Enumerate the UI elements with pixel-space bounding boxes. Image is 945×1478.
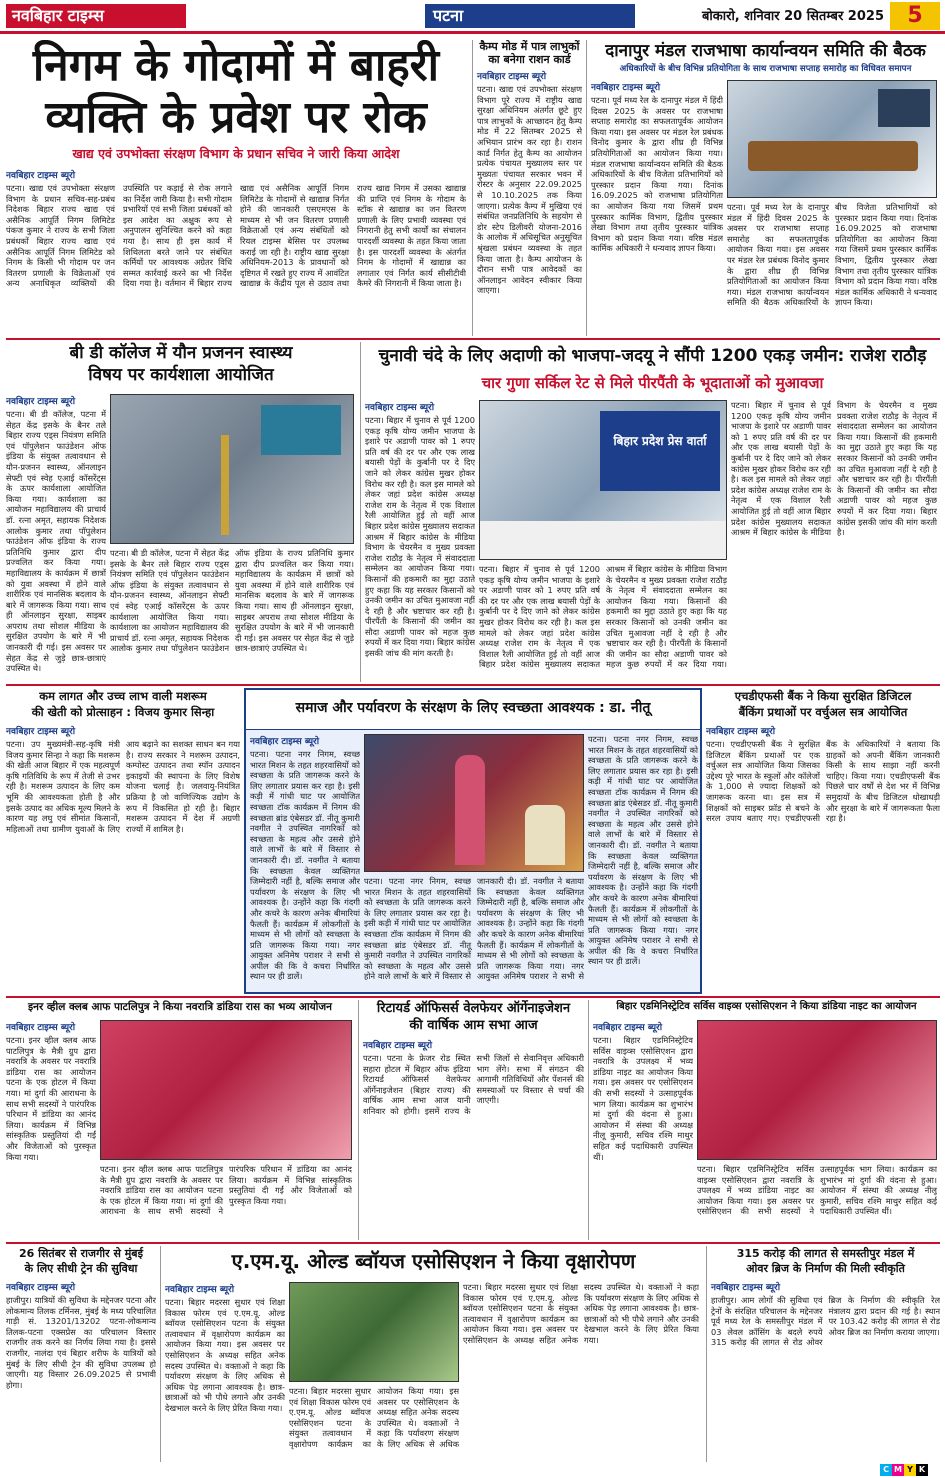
article-godown-body: पटना। खाद्य एवं उपभोक्ता संरक्षण विभाग के प्रधान सचिव-सह-प्रबंध निदेशक बिहार राज्य खाद्य एवं असैनिक आपूर्ति निगम लिमिटेड पंकज कुमार ने राज्य के सभी जिला प्रबंधकों बिहार राज्य खाद्य एवं असैनिक आपूर्ति निगम लिमिटेड को निगम के किसी भी गोदाम पर जन वितरण प्रणाली के विक्रेताओं एवं अन्य अनाधिकृत व्यक्तियों की उपस्थिति पर कड़ाई से रोक लगाने का निर्देश जारी किया है। सभी गोदाम प्रभारियों एवं सभी जिला प्रबंधकों को इस आदेश का अक्षुक रूप से अनुपालन सुनिश्चित करने को कहा गया है। साथ ही इस कार्य में शिथिलता बरते जाने पर संबंधित कर्मियों पर आवश्यक अग्रेतर विधि सम्मत कार्रवाई करने का भी निर्देश दिया गया है। वर्तमान में बिहार राज्य खाद्य एवं असैनिक आपूर्ति निगम लिमिटेड के गोदामों से खाद्यान्न निर्गत होने की जानकारी एसएमएस के माध्यम से भी जन वितरण प्रणाली विक्रेताओं एवं अन्य संबंधितों को रियल टाइम्स बेसिस पर उपलब्ध कराई जा रही है। राष्ट्रीय खाद्य सुरक्षा अधिनियम-2013 के प्रावधानों को दृष्टिगत में रखते हुए राज्य में आवंटित खाद्यान्न के केंद्रीय पूल से उठाव तथा राज्य खाद्य निगम में उसका खाद्यान्न की प्राप्ति एवं निगम के गोदाम के स्टॉक से खाद्यान्न का जन वितरण प्रणाली के लिए प्रभावी व्यवस्था एवं निगरानी हेतु सभी कार्यों का संचालन पारदर्शी व्यवस्था के तहत किया जाता है। इस पारदर्शी व्यवस्था के अंतर्गत निगम के गोदामों में खाद्यान्न का लगातार एवं निर्गत कार्य सीसीटीवी कैमरे की निगरानी में किया जाता है।: [6, 183, 466, 289]
article-adani-land: [360, 342, 940, 682]
bas-dandiya-photo: [697, 1020, 937, 1160]
article-adani-left-col: [365, 400, 475, 680]
article-rajgir-byline: नवबिहार टाइम्स ब्यूरो: [6, 1283, 76, 1293]
article-bas-body: पटना। बिहार एडमिनिस्ट्रेटिव सर्विस वाइव्स एसोसिएशन द्वारा नवरात्रि के उपलक्ष्य में भव्य डांडिया नाइट का आयोजन किया गया। इस अवसर पर एसोसिएशन की सभी सदस्यों ने उत्साहपूर्वक भाग लिया। कार्यक्रम का शुभारंभ मां दुर्गा की वंदना से हुआ। आयोजन में संस्था की अध्यक्ष नीलू कुमारी, सचिव रश्मि माथुर सहित कई पदाधिकारी उपस्थित थीं।: [593, 1035, 693, 1162]
article-adani-body-cont2: पटना। बिहार में चुनाव से पूर्व 1200 एकड़ कृषि योग्य जमीन भाजपा के इशारे पर अडाणी पावर को 1 रुपए प्रति वर्ष की दर पर और एक लाख बयासी पेड़ों के कुर्बानी पर दे दिए जाने को लेकर कांग्रेस मुखर होकर विरोध कर रही है। कल इस मामले को लेकर जहां प्रदेश कांग्रेस अध्यक्ष राजेश राम के नेतृत्व में एक विशाल रैली आयोजित हुई तो वहीं आज बिहार प्रदेश कांग्रेस मुख्यालय सदाकत आश्रम में बिहार कांग्रेस के मीडिया विभाग के चेयरमैन व मुख्य प्रवक्ता राजेश राठौड़ के नेतृत्व में संवाददाता सम्मेलन का आयोजन किया गया। किसानों की हकमारी का मुद्दा उठाते हुए कहा कि यह सरकार किसानों को उनकी जमीन का उचित मुआवजा नहीं दे रही है और भ्रष्टाचार कर रही है। पीरपैंती के किसानों की जमीन का सौदा अडाणी पावर को महज कुछ रुपयों में कर दिया गया। बिहार कांग्रेस इसकी जांच की मांग करती है।: [731, 400, 937, 538]
amu-plantation-photo: [289, 1282, 459, 1382]
article-bd-byline: नवबिहार टाइम्स ब्यूरो: [6, 397, 76, 407]
article-retired-headline-2: की वार्षिक आम सभा आज: [409, 1018, 538, 1033]
cmyk-registration-marks: [880, 1464, 940, 1476]
article-godown-headline-1: निगम के गोदामों में बाहरी: [32, 40, 440, 91]
article-godown-byline: नवबिहार टाइम्स ब्यूरो: [6, 171, 76, 181]
article-bd-body: पटना। बी डी कॉलेज, पटना में सेहत केंद्र इसके के बैनर तले बिहार राज्य एड्स नियंत्रण समिति एवं पॉपुलेशन फाउंडेशन ऑफ इंडिया के संयुक्त तत्वावधान से यौन-प्रजनन स्वास्थ्य, ऑनलाइन सेफ्टी एवं स्वेह एआई कॉसरेंट्स के ऊपर कार्यशाला आयोजित किया गया। कार्यशाला का आयोजन महाविद्यालय की प्राचार्य डॉ. रत्ना अमृत, सहायक निदेशक आलोक कुमार तथा पॉपुलेशन फाउंडेशन ऑफ इंडिया के राज्य प्रतिनिधि कुमार द्वारा दीप प्रज्वलित कर किया गया। महाविद्यालय के कार्यक्रम में छात्रों को युवा अवस्था में होने वाले शारीरिक एवं मानसिक बदलाव के बारे में जागरूक किया गया। साथ ही ऑनलाइन सुरक्षा, साइबर अपराध तथा सोशल मीडिया के सुरक्षित उपयोग के बारे में भी जानकारी दी गई। इस अवसर पर सेहत केंद्र से जुड़े छात्र-छात्राएं उपस्थित थे।: [6, 409, 106, 674]
article-danapur-headline: दानापुर मंडल राजभाषा कार्यान्वयन समिति की बैठक: [605, 41, 926, 61]
article-ration-body: पटना। खाद्य एवं उपभोक्ता संरक्षण विभाग पूरे राज्य में राष्ट्रीय खाद्य सुरक्षा अधिनियम अंतर्गत छूटे हुए पात्र लाभुकों के आच्छादन हेतु कैम्प मोड में 22 सितम्बर 2025 से अभियान प्रारंभ कर रहा है। राशन कार्ड निर्गत हेतु कैम्प का आयोजन प्रत्येक पंचायत मुख्यालय स्तर पर मुख्यतः पंचायत सरकार भवन में रोस्टर के अनुसार 22.09.2025 से 10.10.2025 तक किया जाएगा। प्रत्येक कैम्प में मुखिया एवं संबंधित जनप्रतिनिधि के सहयोग से डोर स्टेप डिलीवरी योजना-2016 के आलोक में अधिसूचित अनुसूचित श्रृंखला प्रबंधन व्यवस्था के तहत किया जाता है। कैम्प आयोजन के दौरान सभी पात्र आवेदकों का ऑनलाइन आवेदन स्वीकार किया जाएगा।: [477, 84, 582, 296]
article-cleanliness-byline: नवबिहार टाइम्स ब्यूरो: [250, 737, 320, 747]
article-cleanliness-body-cont: पटना। पटना नगर निगम, स्वच्छ भारत मिशन के तहत शहरवासियों को स्वच्छता के प्रति जागरूक करने के लिए लगातार प्रयास कर रहा है। इसी कड़ी में गांधी घाट पर आयोजित स्वच्छता टॉक कार्यक्रम में निगम की स्वच्छता ब्रांड एंबेसडर डॉ. नीतू कुमारी नवगीत ने उपस्थित नागरिकों को स्वच्छता के महत्व और उससे होने वाले लाभों के बारे में विस्तार से जानकारी दी। डॉ. नवगीत ने बताया कि स्वच्छता केवल व्यक्तिगत जिम्मेदारी नहीं है, बल्कि समाज और पर्यावरण के संरक्षण के लिए भी आवश्यक है। उन्होंने कहा कि गंदगी और कचरे के कारण अनेक बीमारियां फैलती हैं। कार्यक्रम में लोकगीतों के माध्यम से भी लोगों को स्वच्छता के प्रति जागरूक किया गया। नगर आयुक्त अनिमेष पराशर ने सभी से: [364, 876, 584, 982]
black-swatch: K: [916, 1464, 928, 1476]
meeting-table-shape: [748, 141, 918, 171]
article-bas-wives: [588, 1000, 940, 1240]
article-godown-headline-2: व्यक्ति के प्रवेश पर रोक: [45, 92, 427, 143]
edition-date: बोकारो, शनिवार 20 सितम्बर 2025: [701, 9, 884, 24]
article-cleanliness-headline: समाज और पर्यावरण के संरक्षण के लिए स्वच्छता आवश्यक : डा. नीतू: [246, 690, 700, 730]
article-amu-body-bottom: [289, 1386, 459, 1460]
article-bas-body-cont: पटना। बिहार एडमिनिस्ट्रेटिव सर्विस वाइव्स एसोसिएशन द्वारा नवरात्रि के उपलक्ष्य में भव्य डांडिया नाइट का आयोजन किया गया। इस अवसर पर एसोसिएशन की सभी सदस्यों ने उत्साहपूर्वक भाग लिया। कार्यक्रम का शुभारंभ मां दुर्गा की वंदना से हुआ। आयोजन में संस्था की अध्यक्ष नीलू कुमारी, सचिव रश्मि माथुर सहित कई पदाधिकारी उपस्थित थीं।: [697, 1164, 937, 1217]
article-rob-byline: नवबिहार टाइम्स ब्यूरो: [711, 1283, 781, 1293]
section-divider-3: [6, 996, 940, 998]
article-hdfc-headline-1: एचडीएफसी बैंक ने किया सुरक्षित डिजिटल: [734, 689, 912, 703]
article-hdfc: [706, 688, 940, 994]
article-mushroom: [6, 688, 240, 994]
article-adani-subhead: चार गुणा सर्किल रेट से मिले पीरपैंती के भूदाताओं को मुआवजा: [481, 374, 824, 392]
article-hdfc-byline: नवबिहार टाइम्स ब्यूरो: [706, 727, 776, 737]
press-table-shape: [480, 521, 727, 560]
article-amu: [160, 1246, 702, 1462]
adani-press-photo: [479, 400, 727, 560]
yellow-swatch: Y: [904, 1464, 916, 1476]
article-danapur-body-left: पटना। पूर्व मध्य रेल के दानापुर मंडल में हिंदी दिवस 2025 के अवसर पर राजभाषा सप्ताह समारोह का सफलतापूर्वक आयोजन किया गया। इस अवसर पर मंडल रेल प्रबंधक विनोद कुमार के द्वारा शीघ्र ही विभिन्न प्रतियोगिताओं का आयोजन किया गया। मंडल राजभाषा कार्यान्वयन समिति की बैठक अधिकारियों के बीच विजेता प्रतिभागियों को पुरस्कार प्रदान किया गया। दिनांक 16.09.2025 को राजभाषा प्रतियोगिता का आयोजन किया गया जिसमें प्रथम पुरस्कार कार्मिक विभाग, द्वितीय पुरस्कार लेखा विभाग तथा तृतीय पुरस्कार यांत्रिक विभाग को प्रदान किया गया। वरिष्ठ मंडल कार्मिक अधिकारी ने धन्यवाद ज्ञापन किया।: [591, 95, 723, 254]
bd-college-photo: [110, 394, 354, 544]
section-divider-4: [6, 1242, 940, 1244]
article-cleanliness: [244, 688, 702, 994]
article-bd-body-bottom: [110, 548, 354, 680]
article-bas-body-bottom: [697, 1164, 937, 1238]
article-amu-body: पटना। बिहार मदरसा सुधार एवं शिक्षा विकास फोरम एवं ए.एम.यू. ओल्ड ब्वॉयज एसोसिएशन पटना के संयुक्त तत्वावधान में वृक्षारोपण कार्यक्रम का आयोजन किया गया। इस अवसर पर एसोसिएशन के अध्यक्ष सहित अनेक सदस्य उपस्थित थे। वक्ताओं ने कहा कि पर्यावरण संरक्षण के लिए अधिक से अधिक पेड़ लगाना आवश्यक है। छात्र-छात्राओं को भी पौधे लगाने और उनकी देखभाल करने के लिए प्रेरित किया गया।: [165, 1297, 285, 1413]
article-rajgir-train: [6, 1246, 156, 1462]
article-amu-left-col: [165, 1282, 285, 1460]
article-adani-body-cont: पटना। बिहार में चुनाव से पूर्व 1200 एकड़ कृषि योग्य जमीन भाजपा के इशारे पर अडाणी पावर को 1 रुपए प्रति वर्ष की दर पर और एक लाख बयासी पेड़ों के कुर्बानी पर दे दिए जाने को लेकर कांग्रेस मुखर होकर विरोध कर रही है। कल इस मामले को लेकर जहां प्रदेश कांग्रेस अध्यक्ष राजेश राम के नेतृत्व में एक विशाल रैली आयोजित हुई तो वहीं आज बिहार प्रदेश कांग्रेस मुख्यालय सदाकत आश्रम में बिहार कांग्रेस के मीडिया विभाग के चेयरमैन व मुख्य प्रवक्ता राजेश राठौड़ के नेतृत्व में संवाददाता सम्मेलन का आयोजन किया गया। किसानों की हकमारी का मुद्दा उठाते हुए कहा कि यह सरकार किसानों को उनकी जमीन का उचित मुआवजा नहीं दे रही है और भ्रष्टाचार कर रही है। पीरपैंती के किसानों की जमीन का सौदा अडाणी पावर को महज कुछ रुपयों में कर दिया गया।: [479, 564, 727, 670]
article-bd-body-cont: पटना। बी डी कॉलेज, पटना में सेहत केंद्र इसके के बैनर तले बिहार राज्य एड्स नियंत्रण समिति एवं पॉपुलेशन फाउंडेशन ऑफ इंडिया के संयुक्त तत्वावधान से यौन-प्रजनन स्वास्थ्य, ऑनलाइन सेफ्टी एवं स्वेह एआई कॉसरेंट्स के ऊपर कार्यशाला आयोजित किया गया। कार्यशाला का आयोजन महाविद्यालय की प्राचार्य डॉ. रत्ना अमृत, सहायक निदेशक आलोक कुमार तथा पॉपुलेशन फाउंडेशन ऑफ इंडिया के राज्य प्रतिनिधि कुमार द्वारा दीप प्रज्वलित कर किया गया। महाविद्यालय के कार्यक्रम में छात्रों को युवा अवस्था में होने वाले शारीरिक एवं मानसिक बदलाव के बारे में जागरूक किया गया। साथ ही ऑनलाइन सुरक्षा, साइबर अपराध तथा सोशल मीडिया के सुरक्षित उपयोग के बारे में भी जानकारी दी गई। इस अवसर पर सेहत केंद्र से जुड़े छात्र-छात्राएं उपस्थित थे।: [110, 548, 354, 654]
article-danapur-subhead: अधिकारियों के बीच विभिन्न प्रतियोगिता के साथ राजभाषा सप्ताह समारोह का विधिवत समापन: [619, 64, 912, 74]
screen-shape: [878, 89, 930, 127]
article-retired-officers: [358, 1000, 584, 1240]
article-cleanliness-body-bottom: [364, 876, 584, 992]
article-bd-headline-2: विषय पर कार्यशाला आयोजित: [88, 365, 274, 385]
article-rajgir-headline-1: 26 सितंबर से राजगीर से मुंबई: [19, 1247, 143, 1260]
edition-city: पटना: [425, 4, 635, 28]
article-rajgir-headline-2: के लिए सीधी ट्रेन की सुविधा: [24, 1262, 138, 1275]
article-ration-card: [472, 40, 582, 336]
article-inner-wheel-left-col: [6, 1020, 96, 1238]
magenta-swatch: M: [892, 1464, 904, 1476]
article-adani-body: पटना। बिहार में चुनाव से पूर्व 1200 एकड़ कृषि योग्य जमीन भाजपा के इशारे पर अडाणी पावर को 1 रुपए प्रति वर्ष की दर पर और एक लाख बयासी पेड़ों के कुर्बानी पर दे दिए जाने को लेकर कांग्रेस मुखर होकर विरोध कर रही है। कल इस मामले को लेकर जहां प्रदेश कांग्रेस अध्यक्ष राजेश राम के नेतृत्व में एक विशाल रैली आयोजित हुई तो वहीं आज बिहार प्रदेश कांग्रेस मुख्यालय सदाकत आश्रम में बिहार कांग्रेस के मीडिया विभाग के चेयरमैन व मुख्य प्रवक्ता राजेश राठौड़ के नेतृत्व में संवाददाता सम्मेलन का आयोजन किया गया। किसानों की हकमारी का मुद्दा उठाते हुए कहा कि यह सरकार किसानों को उनकी जमीन का उचित मुआवजा नहीं दे रही है और भ्रष्टाचार कर रही है। पीरपैंती के किसानों की जमीन का सौदा अडाणी पावर को महज कुछ रुपयों में कर दिया गया। बिहार कांग्रेस इसकी जांच की मांग करती है।: [365, 415, 475, 659]
masthead: [0, 0, 945, 34]
article-retired-byline: नवबिहार टाइम्स ब्यूरो: [363, 1041, 433, 1051]
cyan-swatch: C: [880, 1464, 892, 1476]
article-amu-headline: ए.एम.यू. ओल्ड ब्वॉयज एसोसिएशन ने किया वृक्षारोपण: [231, 1249, 636, 1273]
article-danapur-body-bottom: [727, 202, 937, 334]
article-rajgir-body: हाजीपुर। यात्रियों की सुविधा के मद्देनजर पटना और लोकमान्य तिलक टर्मिनस, मुंबई के मध्य परिचालित गाड़ी सं. 13201/13202 पटना-लोकमान्य तिलक-पटना एक्सप्रेस का परिचालन विस्तार राजगीर तक करने का निर्णय लिया गया है। इससे राजगीर, नालंदा एवं बिहार शरीफ के यात्रियों को मुंबई के लिए सीधी ट्रेन की सुविधा उपलब्ध हो जाएगी। यह विस्तार 26.09.2025 से प्रभावी होगा।: [6, 1295, 156, 1390]
article-inner-wheel-headline: इनर व्हील क्लब आफ पाटलिपुत्र ने किया नवरात्रि डांडिया रास का भव्य आयोजन: [27, 1001, 333, 1013]
page-number: 5: [890, 2, 940, 30]
article-rob-headline-1: 315 करोड़ की लागत से समस्तीपुर मंडल में: [736, 1247, 915, 1260]
article-amu-body-right: [463, 1282, 699, 1460]
article-bd-left-col: [6, 394, 106, 682]
section-divider-1: [6, 338, 940, 340]
article-godown: [6, 40, 466, 336]
article-mushroom-body: पटना। उप मुख्यमंत्री-सह-कृषि मंत्री विजय कुमार सिन्हा ने कहा कि मशरूम की खेती आज बिहार में एक महत्वपूर्ण कृषि गतिविधि के रूप में तेजी से उभर रही है। मशरूम उत्पादन के लिए कम भूमि की आवश्यकता होती है और इसके उत्पाद का अधिक मूल्य मिलने के कारण यह लघु एवं सीमांत किसानों, महिलाओं तथा ग्रामीण युवाओं के लिए आय बढ़ाने का सशक्त साधन बन गया है। राज्य सरकार ने मशरूम उत्पादन, कम्पोस्ट उत्पादन तथा स्पॉन उत्पादन इकाइयों की स्थापना के लिए विशेष योजना चलाई है। जलवायु-नियंत्रित प्रक्रिया है जो वाणिज्यिक उद्योग के रूप में विकसित हो रही है। बिहार मशरूम उत्पादन में देश में अग्रणी राज्यों में शामिल है।: [6, 739, 240, 834]
section-divider-2: [6, 684, 940, 686]
article-adani-headline: चुनावी चंदे के लिए अदाणी को भाजपा-जदयू ने सौंपी 1200 एकड़ जमीन: राजेश राठौड़: [378, 346, 927, 366]
article-rob-headline-2: ओवर ब्रिज के निर्माण की मिली स्वीकृति: [746, 1262, 905, 1275]
article-bas-byline: नवबिहार टाइम्स ब्यूरो: [593, 1023, 663, 1033]
article-ration-headline: कैम्प मोड में पात्र लाभुकों का बनेगा राशन कार्ड: [479, 40, 580, 66]
article-danapur-left-col: [591, 80, 723, 334]
cleanliness-stage-photo: [364, 734, 584, 872]
article-inner-wheel: [6, 1000, 354, 1240]
inner-wheel-photo: [100, 1020, 352, 1160]
article-inner-wheel-body-cont: पटना। इनर व्हील क्लब आफ पाटलिपुत्र के मैत्री ग्रुप द्वारा नवरात्रि के अवसर पर नवरात्रि डांडिया रास का आयोजन पटना के एक होटल में किया गया। मां दुर्गा की आराधना के साथ सभी सदस्यों ने पारंपरिक परिधान में डांडिया का आनंद लिया। कार्यक्रम में विभिन्न सांस्कृतिक प्रस्तुतियां दी गईं और विजेताओं को पुरस्कृत किया गया।: [100, 1164, 352, 1217]
article-inner-wheel-body: पटना। इनर व्हील क्लब आफ पाटलिपुत्र के मैत्री ग्रुप द्वारा नवरात्रि के अवसर पर नवरात्रि डांडिया रास का आयोजन पटना के एक होटल में किया गया। मां दुर्गा की आराधना के साथ सभी सदस्यों ने पारंपरिक परिधान में डांडिया का आनंद लिया। कार्यक्रम में विभिन्न सांस्कृतिक प्रस्तुतियां दी गईं और विजेताओं को पुरस्कृत किया गया।: [6, 1035, 96, 1162]
article-adani-byline: नवबिहार टाइम्स ब्यूरो: [365, 403, 435, 413]
article-samastipur-rob: [706, 1246, 940, 1462]
article-hdfc-headline-2: बैंकिंग प्रथाओं पर वर्चुअल सत्र आयोजित: [738, 705, 908, 719]
article-bd-college: [6, 342, 356, 682]
article-ration-byline: नवबिहार टाइम्स ब्यूरो: [477, 72, 547, 82]
musician-shape: [525, 805, 565, 865]
article-adani-body-right: [731, 400, 937, 680]
article-danapur-body-cont: पटना। पूर्व मध्य रेल के दानापुर मंडल में हिंदी दिवस 2025 के अवसर पर राजभाषा सप्ताह समारोह का सफलतापूर्वक आयोजन किया गया। इस अवसर पर मंडल रेल प्रबंधक विनोद कुमार के द्वारा शीघ्र ही विभिन्न प्रतियोगिताओं का आयोजन किया गया। मंडल राजभाषा कार्यान्वयन समिति की बैठक अधिकारियों के बीच विजेता प्रतिभागियों को पुरस्कार प्रदान किया गया। दिनांक 16.09.2025 को राजभाषा प्रतियोगिता का आयोजन किया गया जिसमें प्रथम पुरस्कार कार्मिक विभाग, द्वितीय पुरस्कार लेखा विभाग तथा तृतीय पुरस्कार यांत्रिक विभाग को प्रदान किया गया। वरिष्ठ मंडल कार्मिक अधिकारी ने धन्यवाद ज्ञापन किया।: [727, 202, 937, 308]
singer-shape: [455, 755, 485, 865]
article-mushroom-headline-2: की खेती को प्रोत्साहन : विजय कुमार सिन्हा: [31, 705, 215, 719]
article-cleanliness-body: पटना। पटना नगर निगम, स्वच्छ भारत मिशन के तहत शहरवासियों को स्वच्छता के प्रति जागरूक करने के लिए लगातार प्रयास कर रहा है। इसी कड़ी में गांधी घाट पर आयोजित स्वच्छता टॉक कार्यक्रम में निगम की स्वच्छता ब्रांड एंबेसडर डॉ. नीतू कुमारी नवगीत ने उपस्थित नागरिकों को स्वच्छता के महत्व और उससे होने वाले लाभों के बारे में विस्तार से जानकारी दी। डॉ. नवगीत ने बताया कि स्वच्छता केवल व्यक्तिगत जिम्मेदारी नहीं है, बल्कि समाज और पर्यावरण के संरक्षण के लिए भी आवश्यक है। उन्होंने कहा कि गंदगी और कचरे के कारण अनेक बीमारियां फैलती हैं। कार्यक्रम में लोकगीतों के माध्यम से भी लोगों को स्वच्छता के प्रति जागरूक किया गया। नगर आयुक्त अनिमेष पराशर ने सभी से अपील की कि वे कचरा निर्धारित स्थान पर ही डालें।: [250, 749, 360, 982]
article-danapur-byline: नवबिहार टाइम्स ब्यूरो: [591, 83, 661, 93]
article-retired-body: पटना। पटना के फ्रेजर रोड स्थित सहारा होटल में बिहार ऑफ इंडिया रिटायर्ड ऑफिसर्स वेलफेयर ऑर्गेनाइजेशन (बिहार राज्य) की वार्षिक आम सभा आज यानी शनिवार को होगी। इसमें राज्य के सभी जिलों से सेवानिवृत्त अधिकारी भाग लेंगे। सभा में संगठन की आगामी गतिविधियों और पेंशनर्स की समस्याओं पर विस्तार से चर्चा की जाएगी।: [363, 1053, 584, 1116]
article-amu-byline: नवबिहार टाइम्स ब्यूरो: [165, 1285, 235, 1295]
article-bas-left-col: [593, 1020, 693, 1238]
article-inner-wheel-body-bottom: [100, 1164, 352, 1238]
article-amu-body-cont: पटना। बिहार मदरसा सुधार एवं शिक्षा विकास फोरम एवं ए.एम.यू. ओल्ड ब्वॉयज एसोसिएशन पटना के संयुक्त तत्वावधान में वृक्षारोपण कार्यक्रम का आयोजन किया गया। इस अवसर पर एसोसिएशन के अध्यक्ष सहित अनेक सदस्य उपस्थित थे। वक्ताओं ने कहा कि पर्यावरण संरक्षण के लिए अधिक से अधिक: [289, 1386, 459, 1449]
article-inner-wheel-byline: नवबिहार टाइम्स ब्यूरो: [6, 1023, 76, 1033]
article-bd-headline-1: बी डी कॉलेज में यौन प्रजनन स्वास्थ्य: [69, 343, 293, 363]
article-mushroom-headline-1: कम लागत और उच्च लाभ वाली मशरूम: [39, 689, 207, 703]
newspaper-name: नवबिहार टाइम्स: [6, 4, 186, 28]
article-adani-body-bottom: [479, 564, 727, 680]
article-amu-body-cont2: पटना। बिहार मदरसा सुधार एवं शिक्षा विकास फोरम एवं ए.एम.यू. ओल्ड ब्वॉयज एसोसिएशन पटना के संयुक्त तत्वावधान में वृक्षारोपण कार्यक्रम का आयोजन किया गया। इस अवसर पर एसोसिएशन के अध्यक्ष सहित अनेक सदस्य उपस्थित थे। वक्ताओं ने कहा कि पर्यावरण संरक्षण के लिए अधिक से अधिक पेड़ लगाना आवश्यक है। छात्र-छात्राओं को भी पौधे लगाने और उनकी देखभाल करने के लिए प्रेरित किया गया।: [463, 1282, 699, 1345]
article-cleanliness-left-col: [250, 734, 360, 992]
article-cleanliness-body-cont2: पटना। पटना नगर निगम, स्वच्छ भारत मिशन के तहत शहरवासियों को स्वच्छता के प्रति जागरूक करने के लिए लगातार प्रयास कर रहा है। इसी कड़ी में गांधी घाट पर आयोजित स्वच्छता टॉक कार्यक्रम में निगम की स्वच्छता ब्रांड एंबेसडर डॉ. नीतू कुमारी नवगीत ने उपस्थित नागरिकों को स्वच्छता के महत्व और उससे होने वाले लाभों के बारे में विस्तार से जानकारी दी। डॉ. नवगीत ने बताया कि स्वच्छता केवल व्यक्तिगत जिम्मेदारी नहीं है, बल्कि समाज और पर्यावरण के संरक्षण के लिए भी आवश्यक है। उन्होंने कहा कि गंदगी और कचरे के कारण अनेक बीमारियां फैलती हैं। कार्यक्रम में लोकगीतों के माध्यम से भी लोगों को स्वच्छता के प्रति जागरूक किया गया। नगर आयुक्त अनिमेष पराशर ने सभी से अपील की कि वे कचरा निर्धारित स्थान पर ही डालें।: [588, 734, 698, 967]
article-rob-body: हाजीपुर। आम लोगों की सुविधा एवं ट्रेनों के संरक्षित परिचालन के मद्देनजर पूर्व मध्य रेल के समस्तीपुर मंडल में 03 लेवल क्रॉसिंग के बदले रुपये 315 करोड़ की लागत से रोड ओवर ब्रिज के निर्माण की स्वीकृति रेल मंत्रालय द्वारा प्रदान की गई है। स्थान पर 103.42 करोड़ की लागत से रोड ओवर ब्रिज का निर्माण कराया जाएगा।: [711, 1295, 940, 1348]
article-cleanliness-body-right: [588, 734, 698, 992]
article-mushroom-byline: नवबिहार टाइम्स ब्यूरो: [6, 727, 76, 737]
article-bas-headline: बिहार एडमिनिस्ट्रेटिव सर्विस वाइव्स एसोसिएशन ने किया डांडिया नाइट का आयोजन: [616, 1001, 917, 1012]
lamp-stand-shape: [221, 435, 229, 535]
article-danapur: [586, 40, 940, 336]
article-retired-headline-1: रिटायर्ड ऑफिसर्स वेलफेयर ऑर्गेनाइजेशन: [376, 1001, 571, 1016]
article-godown-subhead: खाद्य एवं उपभोक्ता संरक्षण विभाग के प्रधान सचिव ने जारी किया आदेश: [72, 146, 400, 161]
banner-shape: [261, 405, 341, 455]
danapur-meeting-photo: [727, 80, 937, 198]
article-hdfc-body: पटना। एचडीएफसी बैंक ने सुरक्षित डिजिटल बैंकिंग प्रथाओं पर एक वर्चुअल सत्र आयोजित किया जिसका उद्देश्य पूरे भारत के स्कूलों और कॉलेजों के 1,000 से ज्यादा शिक्षकों को जागरूक करना था। इस सत्र में शिक्षकों को साइबर फ्रॉड से बचने के सरल उपाय बताए गए। एचडीएफसी बैंक के अधिकारियों ने बताया कि ग्राहकों को अपनी बैंकिंग जानकारी किसी के साथ साझा नहीं करनी चाहिए। किया गया। एचडीएफसी बैंक पिछले चार वर्षों से देश भर में विभिन्न समुदायों के बीच डिजिटल धोखाधड़ी और सुरक्षा के बारे में जागरूकता फैला रहा है।: [706, 739, 940, 824]
press-banner-label: बिहार प्रदेश प्रेस वार्ता: [613, 434, 707, 448]
